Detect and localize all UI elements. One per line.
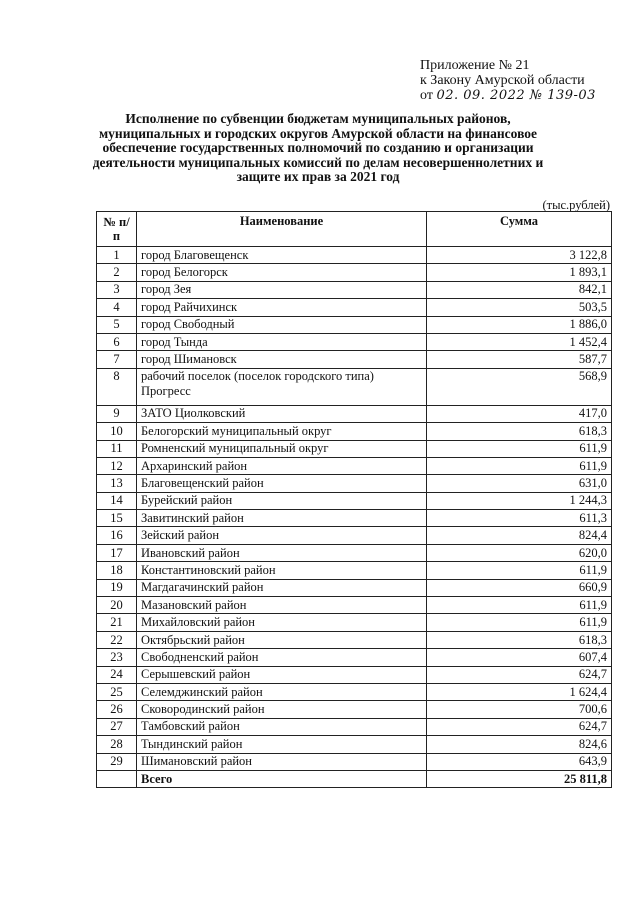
table-row: [97, 597, 612, 614]
row-number: 27: [97, 718, 137, 735]
table-row: [97, 264, 612, 281]
row-number: 28: [97, 736, 137, 753]
row-number: 17: [97, 544, 137, 561]
row-sum: 3 122,8: [427, 247, 612, 264]
row-name: Серышевский район: [137, 666, 427, 683]
row-name: Константиновский район: [137, 562, 427, 579]
row-sum: 618,3: [427, 631, 612, 648]
row-sum: 568,9: [427, 368, 612, 405]
table-row: [97, 527, 612, 544]
row-number: 15: [97, 510, 137, 527]
table-row: [97, 368, 612, 405]
table-row: [97, 631, 612, 648]
document-title: Исполнение по субвенции бюджетам муниципальных районов, муниципальных и городских округов Амурской области на финансовое обеспечение государственных полномочий по созданию и организации деятельности муниципальных комиссий по делам несовершеннолетних и защите их прав за 2021 год: [92, 111, 544, 185]
appendix-date-prefix: от: [420, 88, 433, 103]
row-number: 13: [97, 475, 137, 492]
row-number: 14: [97, 492, 137, 509]
table-row: [97, 649, 612, 666]
row-name: Зейский район: [137, 527, 427, 544]
table-row: [97, 475, 612, 492]
table-row: [97, 753, 612, 770]
row-sum: 660,9: [427, 579, 612, 596]
table-row: [97, 718, 612, 735]
total-sum: 25 811,8: [427, 770, 612, 787]
table-row: [97, 562, 612, 579]
row-name: Магдагачинский район: [137, 579, 427, 596]
row-number: 18: [97, 562, 137, 579]
units-label: (тыс.рублей): [542, 198, 610, 212]
row-name: город Свободный: [137, 316, 427, 333]
row-name: город Зея: [137, 281, 427, 298]
row-sum: 842,1: [427, 281, 612, 298]
row-name: Свободненский район: [137, 649, 427, 666]
table-row: [97, 683, 612, 700]
row-number: 7: [97, 351, 137, 368]
appendix-law-reference: к Закону Амурской области: [420, 73, 585, 88]
row-sum: 620,0: [427, 544, 612, 561]
row-name: Белогорский муниципальный округ: [137, 423, 427, 440]
table-row: [97, 614, 612, 631]
row-sum: 611,9: [427, 457, 612, 474]
row-number: 29: [97, 753, 137, 770]
row-sum: 611,9: [427, 562, 612, 579]
row-sum: 503,5: [427, 299, 612, 316]
row-name: город Благовещенск: [137, 247, 427, 264]
row-sum: 624,7: [427, 666, 612, 683]
table-row: [97, 316, 612, 333]
row-name: Благовещенский район: [137, 475, 427, 492]
row-sum: 700,6: [427, 701, 612, 718]
row-name: Михайловский район: [137, 614, 427, 631]
table-header-row: [97, 212, 612, 247]
handwritten-date-number: 02. 09. 2022 № 139-03: [436, 88, 596, 103]
table-row: [97, 544, 612, 561]
row-sum: 611,9: [427, 440, 612, 457]
row-number: 16: [97, 527, 137, 544]
row-sum: 643,9: [427, 753, 612, 770]
row-sum: 1 886,0: [427, 316, 612, 333]
row-name: Архаринский район: [137, 457, 427, 474]
table-row: [97, 701, 612, 718]
row-number: 3: [97, 281, 137, 298]
row-number: 26: [97, 701, 137, 718]
row-sum: 1 452,4: [427, 333, 612, 350]
row-number: 25: [97, 683, 137, 700]
row-number: 10: [97, 423, 137, 440]
row-name: Шимановский район: [137, 753, 427, 770]
header-sum: Сумма: [427, 212, 612, 247]
table-row: [97, 281, 612, 298]
row-name: город Тында: [137, 333, 427, 350]
row-name: Селемджинский район: [137, 683, 427, 700]
row-number: 6: [97, 333, 137, 350]
row-sum: 1 624,4: [427, 683, 612, 700]
row-sum: 611,3: [427, 510, 612, 527]
table-row: [97, 457, 612, 474]
table-row: [97, 666, 612, 683]
row-name: Ромненский муниципальный округ: [137, 440, 427, 457]
row-name: город Шимановск: [137, 351, 427, 368]
appendix-number: Приложение № 21: [420, 58, 530, 73]
total-row: [97, 770, 612, 787]
row-name: Мазановский район: [137, 597, 427, 614]
row-name: рабочий поселок (поселок городского типа) Прогресс: [137, 368, 427, 405]
total-num-cell: [97, 770, 137, 787]
total-label: Всего: [137, 770, 427, 787]
row-number: 5: [97, 316, 137, 333]
row-name: Ивановский район: [137, 544, 427, 561]
row-sum: 611,9: [427, 614, 612, 631]
table-row: [97, 579, 612, 596]
row-sum: 631,0: [427, 475, 612, 492]
table-row: [97, 299, 612, 316]
table-row: [97, 423, 612, 440]
row-name: Сковородинский район: [137, 701, 427, 718]
row-sum: 587,7: [427, 351, 612, 368]
table-row: [97, 736, 612, 753]
table-row: [97, 492, 612, 509]
row-number: 23: [97, 649, 137, 666]
row-name: город Райчихинск: [137, 299, 427, 316]
row-name: Октябрьский район: [137, 631, 427, 648]
table-row: [97, 510, 612, 527]
header-name: Наименование: [137, 212, 427, 247]
row-sum: 611,9: [427, 597, 612, 614]
row-name: Бурейский район: [137, 492, 427, 509]
row-sum: 1 893,1: [427, 264, 612, 281]
row-sum: 824,6: [427, 736, 612, 753]
row-name: Тындинский район: [137, 736, 427, 753]
budget-table: [96, 211, 612, 788]
table-row: [97, 333, 612, 350]
header-num: № п/п: [97, 212, 137, 247]
row-name: город Белогорск: [137, 264, 427, 281]
row-name: Завитинский район: [137, 510, 427, 527]
appendix-header: [420, 58, 596, 103]
row-number: 24: [97, 666, 137, 683]
row-number: 19: [97, 579, 137, 596]
row-name: ЗАТО Циолковский: [137, 405, 427, 422]
row-sum: 417,0: [427, 405, 612, 422]
row-number: 8: [97, 368, 137, 405]
row-number: 11: [97, 440, 137, 457]
table-row: [97, 440, 612, 457]
row-sum: 1 244,3: [427, 492, 612, 509]
row-number: 2: [97, 264, 137, 281]
row-number: 9: [97, 405, 137, 422]
table-row: [97, 351, 612, 368]
row-number: 4: [97, 299, 137, 316]
row-number: 20: [97, 597, 137, 614]
table-row: [97, 247, 612, 264]
row-number: 22: [97, 631, 137, 648]
row-name: Тамбовский район: [137, 718, 427, 735]
row-number: 1: [97, 247, 137, 264]
row-sum: 624,7: [427, 718, 612, 735]
appendix-date-line: [420, 88, 596, 103]
row-number: 21: [97, 614, 137, 631]
row-sum: 607,4: [427, 649, 612, 666]
row-sum: 824,4: [427, 527, 612, 544]
table-row: [97, 405, 612, 422]
row-number: 12: [97, 457, 137, 474]
row-sum: 618,3: [427, 423, 612, 440]
